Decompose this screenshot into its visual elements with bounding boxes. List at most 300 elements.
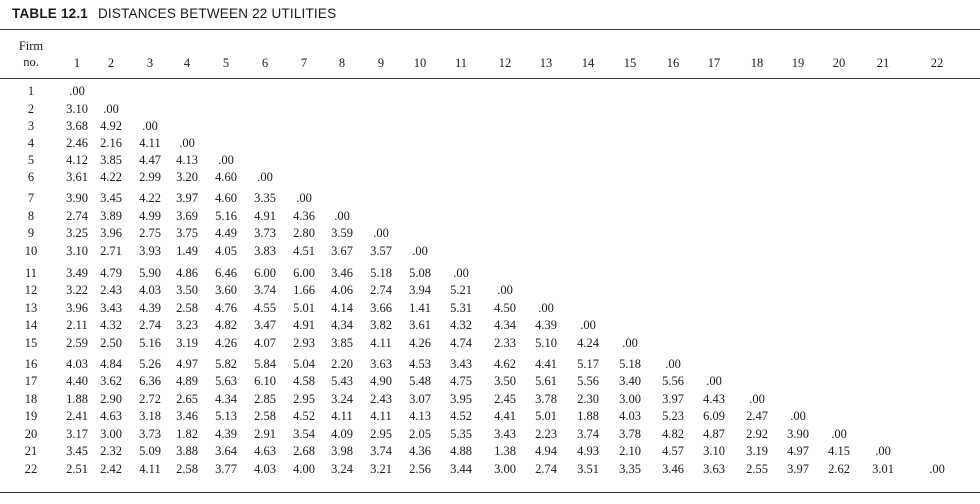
- distance-cell: .00: [929, 462, 945, 476]
- distance-cell: .00: [706, 374, 722, 388]
- distance-cell: 4.58: [293, 374, 315, 388]
- distance-cell: 5.63: [215, 374, 237, 388]
- distance-cell: 4.40: [66, 374, 88, 388]
- distance-cell: 3.57: [370, 244, 392, 258]
- distance-cell: 3.00: [100, 427, 122, 441]
- distance-cell: 2.45: [494, 392, 516, 406]
- distance-cell: 5.18: [619, 357, 641, 371]
- distance-cell: 2.23: [535, 427, 557, 441]
- distance-cell: 2.32: [100, 444, 122, 458]
- distance-cell: 3.73: [139, 427, 161, 441]
- distance-cell: .00: [412, 244, 428, 258]
- distance-cell: 6.10: [254, 374, 276, 388]
- distance-cell: 3.10: [703, 444, 725, 458]
- distance-cell: 3.96: [66, 301, 88, 315]
- distance-cell: 3.46: [662, 462, 684, 476]
- distance-cell: 5.16: [215, 209, 237, 223]
- distance-cell: 5.04: [293, 357, 315, 371]
- distance-cell: 3.24: [331, 392, 353, 406]
- distance-cell: 4.34: [215, 392, 237, 406]
- distance-cell: 3.82: [370, 318, 392, 332]
- distance-cell: 5.56: [662, 374, 684, 388]
- distance-cell: 3.90: [787, 427, 809, 441]
- distance-cell: 3.21: [370, 462, 392, 476]
- distance-cell: 3.98: [331, 444, 353, 458]
- distance-cell: 4.39: [139, 301, 161, 315]
- column-header: 17: [707, 56, 721, 70]
- distance-cell: .00: [257, 170, 273, 184]
- top-rule: [0, 29, 980, 30]
- distance-cell: 5.21: [450, 283, 472, 297]
- distance-cell: 2.59: [66, 336, 88, 350]
- distance-cell: 5.01: [535, 409, 557, 423]
- distance-cell: 2.16: [100, 136, 122, 150]
- distance-cell: 6.00: [293, 266, 315, 280]
- distance-cell: 2.74: [139, 318, 161, 332]
- distance-cell: 4.07: [254, 336, 276, 350]
- distance-cell: .00: [218, 153, 234, 167]
- distance-cell: 2.30: [577, 392, 599, 406]
- distance-cell: 2.91: [254, 427, 276, 441]
- distance-cell: 2.74: [66, 209, 88, 223]
- column-header: 2: [107, 56, 115, 70]
- distance-cell: 5.90: [139, 266, 161, 280]
- distance-cell: 4.55: [254, 301, 276, 315]
- distance-cell: 3.96: [100, 226, 122, 240]
- distance-cell: 2.85: [254, 392, 276, 406]
- distance-cell: .00: [69, 84, 85, 98]
- row-label: 18: [24, 392, 38, 406]
- distance-cell: .00: [334, 209, 350, 223]
- distance-cell: 5.35: [450, 427, 472, 441]
- distance-cell: 2.99: [139, 170, 161, 184]
- distance-cell: 3.78: [535, 392, 557, 406]
- distance-cell: 3.43: [100, 301, 122, 315]
- distance-cell: 3.63: [370, 357, 392, 371]
- distance-cell: 3.45: [66, 444, 88, 458]
- column-header: 3: [146, 56, 154, 70]
- distance-cell: 2.56: [409, 462, 431, 476]
- distance-cell: 4.87: [703, 427, 725, 441]
- distance-cell: 5.31: [450, 301, 472, 315]
- distance-cell: 5.82: [215, 357, 237, 371]
- distance-cell: 2.46: [66, 136, 88, 150]
- distance-cell: .00: [142, 119, 158, 133]
- distance-cell: 4.36: [409, 444, 431, 458]
- distance-cell: 3.77: [215, 462, 237, 476]
- distance-cell: 4.34: [494, 318, 516, 332]
- distance-cell: 3.47: [254, 318, 276, 332]
- distance-cell: 4.24: [577, 336, 599, 350]
- distance-cell: 2.51: [66, 462, 88, 476]
- column-header: 5: [222, 56, 230, 70]
- distance-cell: 4.11: [331, 409, 353, 423]
- distance-cell: 4.97: [176, 357, 198, 371]
- distance-cell: 3.20: [176, 170, 198, 184]
- header-rule: [0, 78, 980, 79]
- distance-cell: .00: [453, 266, 469, 280]
- distance-cell: 5.16: [139, 336, 161, 350]
- distance-cell: 4.63: [100, 409, 122, 423]
- distance-cell: 4.13: [409, 409, 431, 423]
- distance-cell: 3.43: [450, 357, 472, 371]
- row-label: 22: [24, 462, 38, 476]
- distance-cell: 5.01: [293, 301, 315, 315]
- distance-cell: 3.00: [619, 392, 641, 406]
- row-label: 1: [27, 84, 35, 98]
- distance-cell: 5.23: [662, 409, 684, 423]
- distance-cell: .00: [749, 392, 765, 406]
- distance-cell: 1.38: [494, 444, 516, 458]
- distance-cell: .00: [497, 283, 513, 297]
- distance-cell: 2.65: [176, 392, 198, 406]
- row-label: 16: [24, 357, 38, 371]
- row-label: 11: [24, 266, 38, 280]
- distance-cell: 4.13: [176, 153, 198, 167]
- distance-cell: 4.82: [662, 427, 684, 441]
- distance-cell: 2.74: [370, 283, 392, 297]
- distance-cell: 3.25: [66, 226, 88, 240]
- distance-cell: 4.53: [409, 357, 431, 371]
- distance-cell: 4.60: [215, 170, 237, 184]
- column-header: 14: [581, 56, 595, 70]
- distance-cell: 4.62: [494, 357, 516, 371]
- column-header: 13: [539, 56, 553, 70]
- distance-cell: 3.45: [100, 191, 122, 205]
- distance-cell: 4.36: [293, 209, 315, 223]
- distance-cell: 3.00: [494, 462, 516, 476]
- distance-cell: 4.60: [215, 191, 237, 205]
- distance-cell: 5.56: [577, 374, 599, 388]
- distance-cell: 4.76: [215, 301, 237, 315]
- distance-cell: 4.90: [370, 374, 392, 388]
- distance-cell: 2.90: [100, 392, 122, 406]
- row-label: 8: [27, 209, 35, 223]
- row-label: 6: [27, 170, 35, 184]
- distance-cell: 2.95: [293, 392, 315, 406]
- distance-cell: 2.80: [293, 226, 315, 240]
- distance-cell: 6.36: [139, 374, 161, 388]
- row-label: 12: [24, 283, 38, 297]
- distance-cell: 4.89: [176, 374, 198, 388]
- column-header: 9: [377, 56, 385, 70]
- distance-cell: 3.83: [254, 244, 276, 258]
- distance-cell: 3.49: [66, 266, 88, 280]
- distance-cell: 2.58: [176, 462, 198, 476]
- distance-cell: 4.50: [494, 301, 516, 315]
- distance-cell: 3.23: [176, 318, 198, 332]
- distance-cell: 4.49: [215, 226, 237, 240]
- distance-cell: 3.50: [494, 374, 516, 388]
- firm-number-header: [8, 38, 54, 70]
- column-header: 10: [413, 56, 427, 70]
- row-label: 15: [24, 336, 38, 350]
- distance-cell: 3.46: [331, 266, 353, 280]
- distance-cell: 3.43: [494, 427, 516, 441]
- table-number: TABLE 12.1: [12, 6, 89, 21]
- distance-cell: 5.43: [331, 374, 353, 388]
- row-label: 13: [24, 301, 38, 315]
- distance-cell: 3.74: [254, 283, 276, 297]
- distance-cell: 4.26: [409, 336, 431, 350]
- distance-cell: 4.11: [370, 336, 392, 350]
- distance-cell: 5.61: [535, 374, 557, 388]
- distance-cell: 4.52: [450, 409, 472, 423]
- distance-cell: .00: [373, 226, 389, 240]
- distance-cell: 3.62: [100, 374, 122, 388]
- distance-cell: 4.88: [450, 444, 472, 458]
- distance-cell: 4.41: [494, 409, 516, 423]
- distance-cell: 3.97: [176, 191, 198, 205]
- distance-cell: 3.67: [331, 244, 353, 258]
- distance-cell: 4.39: [215, 427, 237, 441]
- distance-cell: 3.97: [787, 462, 809, 476]
- column-header: 4: [183, 56, 191, 70]
- column-header: 11: [454, 56, 468, 70]
- distance-cell: 4.63: [254, 444, 276, 458]
- distance-cell: .00: [296, 191, 312, 205]
- row-label: 9: [27, 226, 35, 240]
- column-header: 1: [73, 56, 81, 70]
- distance-cell: 3.88: [176, 444, 198, 458]
- distance-cell: 1.88: [577, 409, 599, 423]
- row-label: 7: [27, 191, 35, 205]
- distance-cell: 3.75: [176, 226, 198, 240]
- distance-cell: 1.88: [66, 392, 88, 406]
- row-label: 5: [27, 153, 35, 167]
- distance-cell: 4.57: [662, 444, 684, 458]
- distance-cell: 3.90: [66, 191, 88, 205]
- distance-cell: 2.95: [370, 427, 392, 441]
- distance-cell: 2.72: [139, 392, 161, 406]
- distance-cell: 4.79: [100, 266, 122, 280]
- distance-cell: 4.22: [139, 191, 161, 205]
- distance-cell: 3.69: [176, 209, 198, 223]
- distance-cell: 3.66: [370, 301, 392, 315]
- distance-cell: 3.54: [293, 427, 315, 441]
- distance-cell: 4.41: [535, 357, 557, 371]
- distance-cell: 2.93: [293, 336, 315, 350]
- row-label: 4: [27, 136, 35, 150]
- table-title: [12, 6, 336, 21]
- distance-cell: 3.85: [331, 336, 353, 350]
- distance-cell: 3.95: [450, 392, 472, 406]
- column-header: 7: [300, 56, 308, 70]
- column-header: 12: [498, 56, 512, 70]
- distance-cell: 2.20: [331, 357, 353, 371]
- distance-cell: 3.60: [215, 283, 237, 297]
- distance-cell: 3.59: [331, 226, 353, 240]
- row-label: 19: [24, 409, 38, 423]
- distance-cell: .00: [875, 444, 891, 458]
- distance-cell: 6.00: [254, 266, 276, 280]
- distance-cell: 1.66: [293, 283, 315, 297]
- distance-cell: 4.05: [215, 244, 237, 258]
- distance-cell: 3.61: [66, 170, 88, 184]
- distance-cell: 2.43: [100, 283, 122, 297]
- distance-cell: 4.51: [293, 244, 315, 258]
- distance-cell: 2.75: [139, 226, 161, 240]
- distance-cell: 4.43: [703, 392, 725, 406]
- distance-cell: 1.82: [176, 427, 198, 441]
- distance-cell: 3.01: [872, 462, 894, 476]
- distance-cell: 4.03: [254, 462, 276, 476]
- distance-cell: 5.08: [409, 266, 431, 280]
- distance-cell: 3.19: [746, 444, 768, 458]
- distance-cell: 4.06: [331, 283, 353, 297]
- column-header: 21: [876, 56, 890, 70]
- distance-cell: 4.14: [331, 301, 353, 315]
- distance-cell: 3.19: [176, 336, 198, 350]
- distance-cell: 3.35: [254, 191, 276, 205]
- distance-cell: 2.62: [828, 462, 850, 476]
- distance-cell: .00: [665, 357, 681, 371]
- distance-cell: 3.73: [254, 226, 276, 240]
- distance-cell: 4.74: [450, 336, 472, 350]
- distance-cell: 2.47: [746, 409, 768, 423]
- distance-cell: 3.24: [331, 462, 353, 476]
- column-header: 22: [930, 56, 944, 70]
- distance-cell: .00: [538, 301, 554, 315]
- distance-cell: 2.68: [293, 444, 315, 458]
- distance-cell: 4.93: [577, 444, 599, 458]
- row-label: 20: [24, 427, 38, 441]
- distance-cell: 4.34: [331, 318, 353, 332]
- distance-cell: .00: [622, 336, 638, 350]
- distance-cell: 3.78: [619, 427, 641, 441]
- distance-cell: 4.75: [450, 374, 472, 388]
- distance-cell: 3.64: [215, 444, 237, 458]
- distance-cell: 4.22: [100, 170, 122, 184]
- distance-cell: 4.94: [535, 444, 557, 458]
- distance-cell: 4.91: [254, 209, 276, 223]
- distance-cell: 2.71: [100, 244, 122, 258]
- distance-cell: 4.09: [331, 427, 353, 441]
- distance-cell: 3.22: [66, 283, 88, 297]
- distance-cell: .00: [790, 409, 806, 423]
- distance-cell: 4.86: [176, 266, 198, 280]
- distance-cell: 4.52: [293, 409, 315, 423]
- column-header: 6: [261, 56, 269, 70]
- distance-cell: 3.44: [450, 462, 472, 476]
- distance-cell: 2.92: [746, 427, 768, 441]
- distance-cell: 5.17: [577, 357, 599, 371]
- distance-cell: 4.84: [100, 357, 122, 371]
- firm-header-line2: no.: [23, 55, 39, 69]
- distance-cell: 3.10: [66, 102, 88, 116]
- distance-cell: 5.13: [215, 409, 237, 423]
- distance-cell: 3.46: [176, 409, 198, 423]
- distance-cell: 4.32: [100, 318, 122, 332]
- distance-cell: 1.49: [176, 244, 198, 258]
- distance-cell: 5.09: [139, 444, 161, 458]
- column-header: 16: [666, 56, 680, 70]
- distance-cell: 3.63: [703, 462, 725, 476]
- table-caption: DISTANCES BETWEEN 22 UTILITIES: [97, 6, 337, 21]
- distance-cell: 3.17: [66, 427, 88, 441]
- distance-cell: 4.11: [370, 409, 392, 423]
- distance-cell: 3.89: [100, 209, 122, 223]
- distance-cell: .00: [179, 136, 195, 150]
- row-label: 14: [24, 318, 38, 332]
- distance-cell: 4.12: [66, 153, 88, 167]
- distance-cell: 3.74: [370, 444, 392, 458]
- row-label: 10: [24, 244, 38, 258]
- distance-cell: 4.03: [66, 357, 88, 371]
- distance-cell: 4.82: [215, 318, 237, 332]
- distance-cell: 5.18: [370, 266, 392, 280]
- distance-cell: 2.58: [176, 301, 198, 315]
- distance-cell: 3.10: [66, 244, 88, 258]
- bottom-rule: [0, 492, 980, 493]
- distance-cell: 3.74: [577, 427, 599, 441]
- column-header: 18: [750, 56, 764, 70]
- distance-cell: 4.92: [100, 119, 122, 133]
- distance-cell: 3.50: [176, 283, 198, 297]
- distance-cell: 3.85: [100, 153, 122, 167]
- row-label: 3: [27, 119, 35, 133]
- distance-cell: .00: [831, 427, 847, 441]
- distance-cell: 4.00: [293, 462, 315, 476]
- distance-cell: 4.03: [139, 283, 161, 297]
- distance-cell: 2.41: [66, 409, 88, 423]
- distance-cell: 3.35: [619, 462, 641, 476]
- distance-cell: 3.51: [577, 462, 599, 476]
- distance-cell: 5.48: [409, 374, 431, 388]
- distance-cell: 5.26: [139, 357, 161, 371]
- distance-cell: 4.11: [139, 462, 161, 476]
- distance-cell: 4.47: [139, 153, 161, 167]
- distance-cell: 2.05: [409, 427, 431, 441]
- distance-cell: 2.42: [100, 462, 122, 476]
- distance-cell: 4.91: [293, 318, 315, 332]
- firm-header-line1: Firm: [18, 39, 44, 53]
- distance-cell: 6.09: [703, 409, 725, 423]
- distance-cell: 3.40: [619, 374, 641, 388]
- row-label: 2: [27, 102, 35, 116]
- distance-cell: 2.50: [100, 336, 122, 350]
- distance-cell: 3.61: [409, 318, 431, 332]
- distance-cell: .00: [580, 318, 596, 332]
- distance-cell: 5.10: [535, 336, 557, 350]
- distance-cell: 4.03: [619, 409, 641, 423]
- distance-cell: 4.15: [828, 444, 850, 458]
- distance-cell: 4.99: [139, 209, 161, 223]
- distance-cell: 4.32: [450, 318, 472, 332]
- distance-cell: 4.26: [215, 336, 237, 350]
- distance-cell: 3.97: [662, 392, 684, 406]
- column-header: 19: [791, 56, 805, 70]
- distance-cell: 5.84: [254, 357, 276, 371]
- column-header: 15: [623, 56, 637, 70]
- distance-cell: 1.41: [409, 301, 431, 315]
- distance-cell: 2.55: [746, 462, 768, 476]
- distance-cell: 3.94: [409, 283, 431, 297]
- row-label: 17: [24, 374, 38, 388]
- distance-cell: 3.18: [139, 409, 161, 423]
- distance-cell: 4.39: [535, 318, 557, 332]
- distance-cell: 2.10: [619, 444, 641, 458]
- row-label: 21: [24, 444, 38, 458]
- column-header: 8: [338, 56, 346, 70]
- column-header: 20: [832, 56, 846, 70]
- distance-cell: 4.11: [139, 136, 161, 150]
- distance-cell: 3.93: [139, 244, 161, 258]
- distance-cell: 3.68: [66, 119, 88, 133]
- distance-cell: 2.43: [370, 392, 392, 406]
- distance-cell: 6.46: [215, 266, 237, 280]
- distance-cell: 2.33: [494, 336, 516, 350]
